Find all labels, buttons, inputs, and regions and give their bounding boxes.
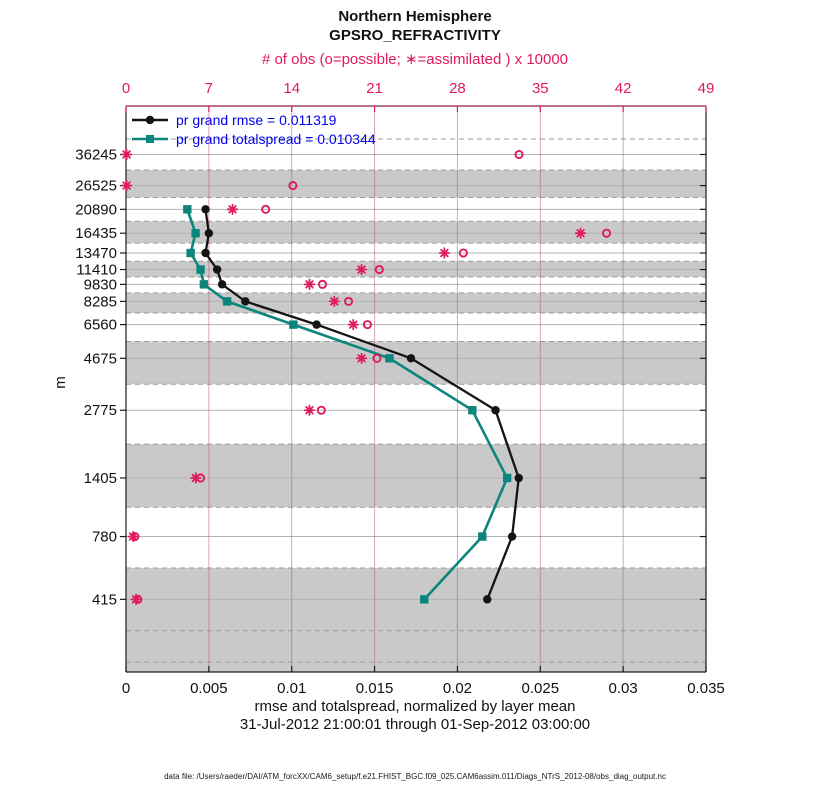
layer-band [126, 341, 706, 384]
totalspread-marker [478, 532, 486, 540]
totalspread-marker [468, 406, 476, 414]
rmse-marker [218, 280, 226, 288]
layer-band [126, 170, 706, 197]
y-tick-label: 4675 [83, 350, 117, 368]
legend-item-rmse [131, 110, 376, 129]
y-tick-label: 2775 [83, 402, 117, 420]
y-tick-label: 20890 [75, 201, 117, 219]
y-tick-label: 6560 [83, 316, 117, 334]
rmse-marker [201, 205, 209, 213]
x-axis-sublabel: 31-Jul-2012 21:00:01 through 01-Sep-2012 03:00:00 [239, 716, 591, 733]
bottom-tick-label: 0.01 [277, 680, 307, 697]
y-tick-label: 13470 [75, 245, 117, 263]
top-tick-label: 21 [366, 80, 383, 97]
assimilated-obs-marker [191, 473, 200, 482]
y-tick-label: 16435 [75, 225, 117, 243]
page-subtitle: GPSRO_REFRACTIVITY [329, 27, 501, 44]
y-tick-label: 26525 [75, 177, 117, 195]
top-tick-label: 42 [614, 80, 632, 97]
totalspread-marker [200, 280, 208, 288]
assimilated-obs-marker [305, 280, 314, 289]
bottom-tick-label: 0.035 [687, 680, 725, 697]
top-tick-label: 49 [697, 80, 715, 97]
rmse-marker [205, 229, 213, 237]
totalspread-marker [196, 265, 204, 273]
assimilated-obs-marker [228, 205, 237, 214]
legend-line-marker-rmse [131, 114, 171, 126]
bottom-tick-label: 0.025 [521, 680, 560, 697]
top-tick-label: 28 [449, 80, 466, 97]
bottom-tick-label: 0 [121, 680, 131, 697]
totalspread-marker [503, 474, 511, 482]
bottom-tick-label: 0.005 [190, 680, 228, 697]
rmse-marker [515, 474, 523, 482]
totalspread-marker [191, 229, 199, 237]
rmse-marker [508, 532, 516, 540]
bottom-tick-label: 0.03 [608, 680, 638, 697]
rmse-marker [483, 595, 491, 603]
layer-band [126, 444, 706, 507]
assimilated-obs-marker [576, 229, 585, 238]
totalspread-marker [186, 249, 194, 257]
footer-datafile: data file: /Users/raeder/DAI/ATM_forcXX/CAM6_setup/f.e21.FHIST_BGC.f09_025.CAM6assim.011/Diags_NTrS_2012-08/obs_diag_output.nc [164, 772, 666, 781]
top-tick-label: 0 [121, 80, 131, 97]
legend-sample-shape [146, 135, 154, 143]
bottom-tick-label: 0.02 [442, 680, 473, 697]
assimilated-obs-marker [122, 181, 131, 190]
assimilated-obs-marker [357, 354, 366, 363]
totalspread-marker [183, 205, 191, 213]
rmse-marker [491, 406, 499, 414]
assimilated-obs-marker [440, 248, 449, 257]
rmse-marker [312, 320, 320, 328]
assimilated-obs-marker [122, 150, 131, 159]
rmse-marker [213, 265, 221, 273]
legend-item-totalspread [131, 129, 376, 148]
y-tick-label: 11410 [76, 261, 117, 279]
legend [131, 110, 376, 148]
bottom-tick-label: 0.015 [355, 680, 394, 697]
x-axis-label: rmse and totalspread, normalized by layer mean [254, 698, 576, 715]
layer-band [126, 221, 706, 243]
top-axis-label: # of obs (o=possible; ∗=assimilated ) x 10000 [261, 51, 569, 68]
y-tick-label: 8285 [83, 293, 117, 311]
legend-label-rmse: pr grand rmse = 0.011319 [176, 111, 337, 128]
assimilated-obs-marker [349, 320, 358, 329]
legend-line-marker-totalspread [131, 133, 171, 145]
assimilated-obs-marker [330, 297, 339, 306]
y-tick-label: 9830 [83, 276, 117, 294]
y-tick-label: 36245 [75, 146, 117, 164]
assimilated-obs-marker [128, 532, 137, 541]
totalspread-marker [289, 320, 297, 328]
assimilated-obs-marker [131, 595, 140, 604]
rmse-marker [201, 249, 209, 257]
layer-band [126, 293, 706, 313]
totalspread-marker [385, 354, 393, 362]
rmse-marker [241, 297, 249, 305]
totalspread-marker [420, 595, 428, 603]
y-tick-label: 1405 [83, 469, 117, 487]
page-title: Northern Hemisphere [338, 8, 492, 25]
legend-label-totalspread: pr grand totalspread = 0.010344 [176, 130, 376, 147]
top-tick-label: 35 [531, 80, 549, 97]
y-axis-label: m [51, 376, 69, 389]
top-tick-label: 14 [283, 80, 301, 97]
layer-band [126, 568, 706, 672]
totalspread-marker [223, 297, 231, 305]
top-tick-label: 7 [204, 80, 214, 97]
rmse-marker [407, 354, 415, 362]
assimilated-obs-marker [357, 265, 366, 274]
assimilated-obs-marker [305, 406, 314, 415]
y-tick-label: 780 [91, 528, 117, 546]
legend-sample-shape [146, 115, 154, 123]
y-tick-label: 415 [91, 591, 117, 609]
